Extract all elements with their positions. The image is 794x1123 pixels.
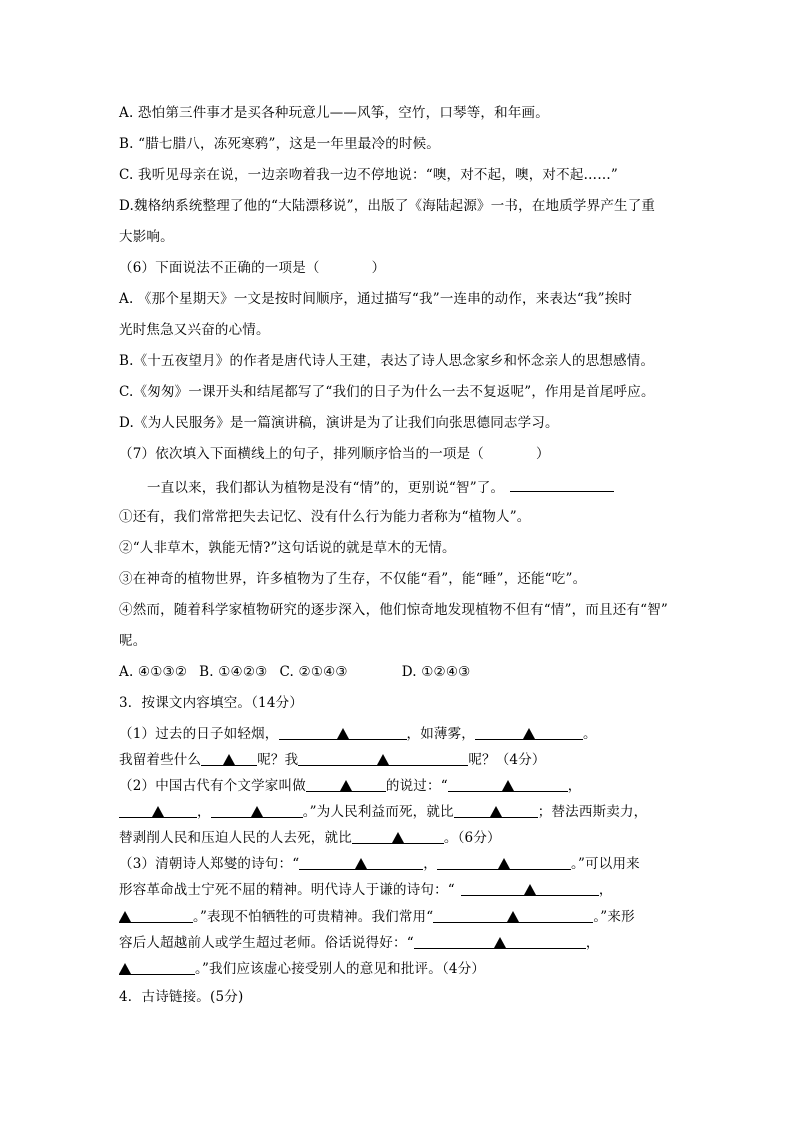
s3-p1-line1: [119, 724, 679, 744]
q5-option-c: C. 我听见母亲在说，一边亲吻着我一边不停地说：“噢，对不起，噢，对不起……”: [119, 167, 619, 183]
q6-option-d: D.《为人民服务》是一篇演讲稿，演讲是为了让我们向张思德同志学习。: [119, 415, 559, 431]
q7-sentence-3: ③在神奇的植物世界，许多植物为了生存，不仅能“看”，能“睡”，还能“吃”。: [119, 571, 587, 587]
s3-p1-l1-text-a: （1）过去的日子如轻烟，: [119, 726, 279, 742]
s3-p1-blank2[interactable]: [475, 724, 583, 740]
s3-p2-blank2[interactable]: [448, 776, 568, 792]
q7-option-c: C. ②①④③: [279, 664, 348, 680]
s3-p3-line4: [119, 933, 679, 953]
q7-sentence-4-line2: 呢。: [119, 633, 147, 649]
answer-marker-icon: [355, 858, 367, 869]
s3-p1-blank1[interactable]: [279, 724, 407, 740]
s3-p2-blank4[interactable]: [211, 802, 303, 818]
answer-marker-icon: [377, 754, 389, 765]
answer-marker-icon: [392, 832, 404, 843]
q6-stem-close: ）: [371, 260, 386, 276]
s3-p3-l2-text-a: 形容革命战士宁死不屈的精神。明代诗人于谦的诗句：“: [119, 882, 455, 898]
s3-p2-l2-text-a: ，: [197, 804, 211, 820]
answer-marker-icon: [223, 754, 235, 765]
s3-p1-blank3[interactable]: [201, 750, 257, 766]
q6-option-a-line1: A. 《那个星期天》一文是按时间顺序，通过描写“我”一连串的动作，来表达“我”挨时: [119, 291, 633, 307]
section3-title: 3．按课文内容填空。（14分）: [119, 695, 304, 711]
s3-p1-l1-text-b: ，如薄雾，: [406, 726, 475, 742]
s3-p3-blank1[interactable]: [299, 854, 423, 870]
q6-stem: [119, 258, 679, 278]
q7-lead-sentence: [147, 476, 707, 498]
q5-option-a: A. 恐怕第三件事才是买各种玩意儿——风筝，空竹，口琴等，和年画。: [119, 105, 549, 121]
section4-title: 4．古诗链接。(5分): [119, 989, 244, 1005]
q5-option-d-line1: D.魏格纳系统整理了他的“大陆漂移说”，出版了《海陆起源》一书，在地质学界产生了重: [119, 198, 656, 214]
q7-option-d: D. ①②④③: [401, 664, 471, 680]
s3-p3-blank4[interactable]: [119, 907, 193, 923]
s3-p2-blank3[interactable]: [119, 802, 197, 818]
q6-stem-text: （6）下面说法不正确的一项是（: [119, 260, 320, 276]
s3-p1-l2-text-a: 我留着些什么: [119, 752, 202, 768]
s3-p3-l3-text-a: 。”表现不怕牺牲的可贵精神。我们常用“: [193, 909, 434, 925]
q5-option-d-line2: 大影响。: [119, 229, 174, 245]
s3-p2-blank1[interactable]: [306, 776, 386, 792]
s3-p3-blank5[interactable]: [433, 907, 593, 923]
answer-marker-icon: [340, 780, 352, 791]
s3-p3-l3-text-b: 。”来形: [593, 909, 635, 925]
q7-stem-text: （7）依次填入下面横线上的句子，排列顺序恰当的一项是（: [119, 446, 484, 462]
s3-p3-blank6[interactable]: [414, 933, 586, 949]
s3-p3-line3: [119, 907, 679, 927]
s3-p3-line1: [119, 854, 679, 874]
answer-marker-icon: [251, 806, 263, 817]
s3-p3-l1-text-b: ，: [423, 856, 437, 872]
s3-p1-l2-text-b: 呢？我: [257, 752, 299, 768]
s3-p3-line2: [119, 880, 679, 900]
answer-marker-icon: [337, 728, 349, 739]
s3-p3-l1-text-c: 。”可以用来: [571, 856, 640, 872]
s3-p3-blank3[interactable]: [461, 880, 599, 896]
q7-option-b: B. ①④②③: [199, 664, 268, 680]
answer-marker-icon: [494, 937, 506, 948]
s3-p1-l2-text-c: 呢？（4分）: [468, 752, 546, 768]
q7-stem: [119, 444, 679, 464]
q7-option-a: A. ④①③②: [119, 664, 188, 680]
s3-p1-blank4[interactable]: [298, 750, 468, 766]
s3-p2-l1-text-c: ，: [567, 778, 582, 794]
s3-p3-l4-text-a: 容后人超越前人或学生超过老师。俗话说得好：“: [119, 935, 414, 951]
q7-lead-blank[interactable]: [510, 476, 614, 492]
answer-marker-icon: [523, 728, 535, 739]
s3-p1-line2: [119, 750, 679, 770]
q6-option-b: B.《十五夜望月》的作者是唐代诗人王建，表达了诗人思念家乡和怀念亲人的思想感情。: [119, 353, 655, 369]
answer-marker-icon: [119, 963, 131, 974]
s3-p2-l3-text-a: 替剥削人民和压迫人民的人去死，就比: [119, 830, 352, 846]
s3-p2-l3-text-b: 。（6分）: [443, 830, 501, 846]
s3-p2-l1-text-a: （2）中国古代有个文学家叫做: [119, 778, 306, 794]
s3-p1-l1-text-c: 。: [583, 726, 597, 742]
s3-p2-line2: [119, 802, 679, 822]
answer-marker-icon: [119, 911, 131, 922]
s3-p2-blank5[interactable]: [454, 802, 538, 818]
s3-p3-l1-text-a: （3）清朝诗人郑燮的诗句：“: [119, 856, 300, 872]
s3-p2-line3: [119, 828, 679, 848]
answer-marker-icon: [524, 884, 536, 895]
answer-marker-icon: [498, 858, 510, 869]
answer-marker-icon: [502, 780, 514, 791]
s3-p3-l4-text-b: ，: [585, 935, 600, 951]
q6-option-a-line2: 光时焦急又兴奋的心情。: [119, 322, 270, 338]
q6-option-c: C.《匆匆》一课开头和结尾都写了“我们的日子为什么一去不复返呢”，作用是首尾呼应。: [119, 384, 655, 400]
s3-p2-l1-text-b: 的说过：“: [385, 778, 448, 794]
q7-sentence-1: ①还有，我们常常把失去记忆、没有什么行为能力者称为“植物人”。: [119, 509, 531, 525]
s3-p3-line5: [119, 959, 679, 979]
s3-p2-line1: [119, 776, 679, 796]
s3-p2-blank6[interactable]: [352, 828, 444, 844]
q7-options: [119, 662, 679, 682]
q7-sentence-4-line1: ④然而，随着科学家植物研究的逐步深入，他们惊奇地发现植物不但有“情”，而且还有“智”: [119, 602, 669, 618]
q7-stem-close: ）: [536, 446, 550, 462]
s3-p2-l2-text-c: ；替法西斯卖力，: [537, 804, 648, 820]
q5-option-b: B. “腊七腊八，冻死寒鸦”，这是一年里最冷的时候。: [119, 136, 441, 152]
s3-p2-l2-text-b: 。”为人民利益而死，就比: [302, 804, 454, 820]
q7-lead-text: 一直以来，我们都认为植物是没有“情”的，更别说“智”了。: [147, 480, 505, 496]
s3-p3-blank7[interactable]: [119, 959, 195, 975]
s3-p3-l5-text-a: 。”我们应该虚心接受别人的意见和批评。（4分）: [195, 961, 486, 977]
s3-p3-blank2[interactable]: [437, 854, 571, 870]
s3-p3-l2-text-b: ，: [598, 882, 613, 898]
answer-marker-icon: [507, 911, 519, 922]
q7-sentence-2: ②“人非草木，孰能无情?”这句话说的就是草木的无情。: [119, 540, 456, 556]
answer-marker-icon: [152, 806, 164, 817]
answer-marker-icon: [490, 806, 502, 817]
